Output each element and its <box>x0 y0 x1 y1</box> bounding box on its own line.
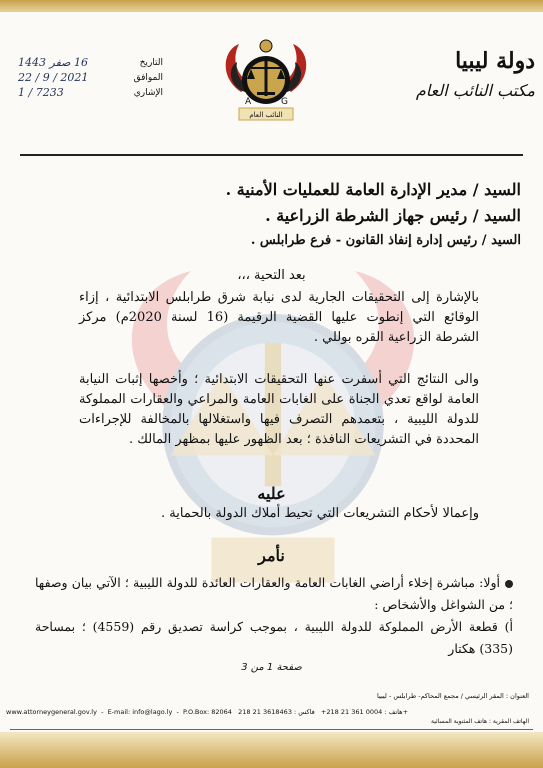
bottom-gold-band <box>0 732 543 768</box>
heading-we-order: نأمر <box>258 546 285 565</box>
paragraph-legal-basis: وإعمالا لأحكام التشريعات التي تحيط أملاك الدولة بالحماية . <box>161 506 479 521</box>
order-item-a: أ) قطعة الأرض المملوكة للدولة الليبية ، بموجب كراسة تصديق رقم (4559) ؛ بمساحة (335) هكتار <box>35 619 513 656</box>
footer-contact-line: www.attorneygeneral.gov.ly - E-mail: info@lago.ly - P.O.Box: 82064 هاتف : 0004 361 21 218+ فاكس : 3618463 21 218+ <box>6 708 409 716</box>
addressee-law-enforcement: السيد / رئيس إدارة إنفاذ القانون - فرع طرابلس . <box>250 233 521 248</box>
greeting: بعد التحية ،،، <box>237 268 306 283</box>
meta-reference-row <box>18 88 163 103</box>
footer-pobox: P.O.Box: 82064 <box>183 708 232 716</box>
footer-divider <box>10 729 533 730</box>
order-first <box>35 572 513 616</box>
footer-website[interactable]: www.attorneygeneral.gov.ly <box>6 708 97 716</box>
meta-reference-value: 7233 / 1 <box>18 86 64 99</box>
order-list <box>35 572 513 660</box>
emblem-letter-a: A <box>245 97 252 107</box>
bullet-icon <box>505 580 513 588</box>
meta-date-value: 16 صفر 1443 <box>18 56 88 69</box>
emblem-caption: النائب العام <box>249 111 283 119</box>
page-number: صفحة 1 من 3 <box>241 662 302 673</box>
meta-corresponding-value: 2021 / 9 / 22 <box>18 71 89 84</box>
footer-trailer: الهاتف المقرية : هاتف المثنوية المسائية <box>430 718 529 725</box>
paragraph-reference: بالإشارة إلى التحقيقات الجارية لدى نيابة شرق طرابلس الابتدائية ، إزاء الوقائع التي إنطوت عليها القضية الرقيمة (16 لسنة 2020م) مركز الشرطة الزراعية القره بوللي . <box>79 290 479 345</box>
header-divider <box>20 154 523 156</box>
footer-address: العنوان : المقر الرئيسي / مجمع المحاكم- طرابلس - ليبيا <box>377 692 529 700</box>
addressee-security-ops: السيد / مدير الإدارة العامة للعمليات الأمنية . <box>225 180 521 199</box>
meta-date-label: التاريخ <box>139 58 163 68</box>
meta-corresponding-label: الموافق <box>133 73 163 83</box>
top-gold-band <box>0 0 543 12</box>
meta-reference-label: الإشاري <box>133 88 163 98</box>
heading-therefore: عليه <box>257 484 286 503</box>
attorney-general-emblem <box>219 32 313 132</box>
emblem-letter-g: G <box>281 97 288 107</box>
header-right-block <box>345 48 535 102</box>
footer-fax: فاكس : 3618463 21 218+ <box>238 708 409 716</box>
reference-block <box>18 58 163 103</box>
state-title: دولة ليبيا <box>455 48 535 74</box>
order-first-text: أولا: مباشرة إخلاء أراضي الغابات العامة والعقارات العائدة للدولة الليبية ؛ الآتي بيان وصفها ؛ من الشواغل والأشخاص : <box>35 575 513 612</box>
footer-email[interactable]: E-mail: info@lago.ly <box>107 708 173 716</box>
office-title: مكتب النائب العام <box>415 81 535 100</box>
addressees-block <box>51 178 521 252</box>
paragraph-findings: والى النتائج التي أسفرت عنها التحقيقات الابتدائية ؛ وأخصها إثبات النيابة العامة لواقع تعدي الجناة على الغابات العامة والمراعي والعقارات المملوكة للدولة الليبية ، بتعمدهم التصرف فيها واستغلالها بالمخالفة للإجراءات المحددة في التشريعات النافذة ؛ بعد الظهور عليها بمظهر المالك . <box>79 372 479 447</box>
addressee-agricultural-police: السيد / رئيس جهاز الشرطة الزراعية . <box>265 206 521 225</box>
footer-phone: هاتف : 0004 361 21 218+ <box>320 708 403 716</box>
